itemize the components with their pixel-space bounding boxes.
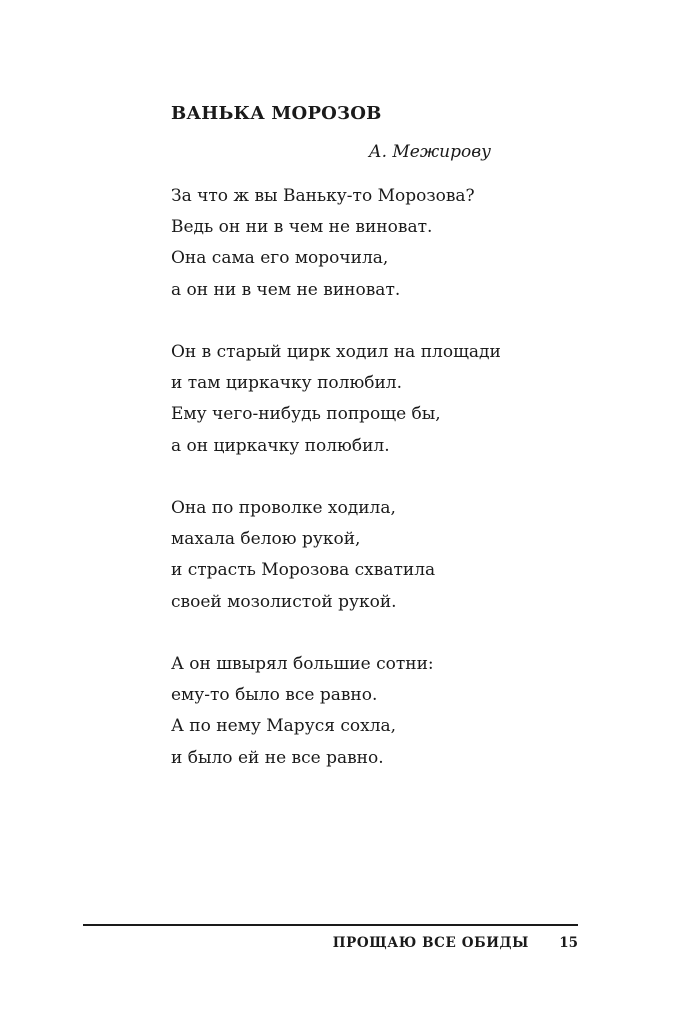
poem-line: и страсть Морозова схватила <box>171 560 436 581</box>
poem-line: и там циркачку полюбил. <box>171 373 403 394</box>
footer-rule <box>83 924 578 926</box>
page-number: 15 <box>559 935 578 951</box>
poem-line: Она сама его морочила, <box>171 248 389 269</box>
poem-line: Ему чего-нибудь попроще бы, <box>171 404 441 425</box>
stanza-2 <box>171 337 501 462</box>
running-title: ПРОЩАЮ ВСЕ ОБИДЫ <box>332 935 529 951</box>
poem-dedication: А. Межирову <box>368 142 491 162</box>
poem-line: и было ей не все равно. <box>171 747 384 768</box>
poem-line: махала белою рукой, <box>171 529 361 550</box>
poem-line: За что ж вы Ваньку-то Морозова? <box>171 186 475 206</box>
poem-line: а он ни в чем не виноват. <box>171 279 401 300</box>
poem-title: ВАНЬКА МОРОЗОВ <box>171 103 382 124</box>
stanza-4 <box>171 649 501 774</box>
poem-line: А по нему Маруся сохла, <box>171 716 397 737</box>
poem-line: А он швырял большие сотни: <box>171 654 434 674</box>
poem-line: Ведь он ни в чем не виноват. <box>171 217 433 238</box>
poem-line: своей мозолистой рукой. <box>171 591 397 612</box>
poem-line: а он циркачку полюбил. <box>171 435 390 456</box>
poem-line: Она по проволке ходила, <box>171 498 396 518</box>
stanza-3 <box>171 493 501 618</box>
poem-line: ему-то было все равно. <box>171 685 378 706</box>
poem-line: Он в старый цирк ходил на площади <box>171 342 501 362</box>
stanza-1 <box>171 181 501 306</box>
poem-body <box>171 181 501 805</box>
